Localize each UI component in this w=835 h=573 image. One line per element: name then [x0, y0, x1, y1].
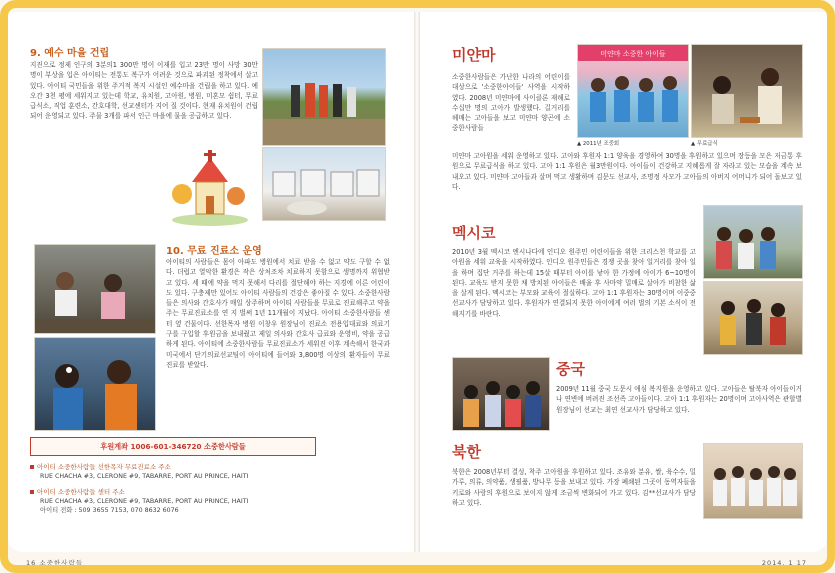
center-address-heading-text: 아이티 소중한사람들 센터 주소 — [37, 488, 125, 496]
section-10-heading: 10. 무료 진료소 운영 — [166, 246, 262, 257]
village-houses-photo — [262, 147, 386, 221]
checkup-photo — [34, 337, 156, 431]
myanmar-caption-1-text: 2011년 조중회 — [582, 141, 620, 147]
clinic-photo — [34, 244, 156, 334]
bullet-icon — [30, 490, 34, 494]
myanmar-banner-text: 미얀마 소중한 아이들 — [600, 50, 666, 58]
north-korea-body: 북한은 2008년부터 결성, 착주 고아원을 후원하고 있다. 조유와 분유, 쌀, 육수수, 밀가루, 의류, 의약품, 생필품, 방나무 등을 보내고 있다. 가장 폐쇄된 그곳이 동역자들을 키로와 사랑의 후원으로 보이지 않게 조금씩 변화되어 가고 있다. 김**선교사가 담당하고 있다. — [452, 468, 696, 507]
china-body: 2009년 11월 중국 도문시 애심 복지원을 운영하고 있다. 고아들은 탈북자 아이들이거나 연변에 버려진 조선족 고아들이다. 고아 1:1 후원자는 20명이며 고아사역은 관할별 원장님이 선교는 최연 선교사가 담당하고 있다. — [556, 385, 802, 414]
center-phone: 아이티 전화 : 509 3655 7153, 070 8632 6076 — [40, 507, 179, 514]
myanmar-children-photo — [577, 44, 689, 138]
donation-account: 후원계좌 1006-601-346720 소중한사람들 — [30, 437, 316, 456]
china-photo — [452, 357, 550, 431]
mexico-children-illustration — [704, 206, 802, 278]
myanmar-body-1: 소중한사람들은 가난한 나라의 어린이를 대상으로 '소중한아이들' 사역을 시작하였다. 2008년 미얀마에 사이클론 재해로 수십만 명의 고아가 발생했다. 길거리를 헤매는 고아들을 보고 미얀마 양곤에 소중한사람들 — [452, 73, 570, 133]
page-gutter — [414, 12, 420, 552]
myanmar-caption-1: ▲ 2011년 조중회 — [577, 141, 620, 147]
houses-illustration — [263, 148, 385, 220]
clinic-address: RUE CHACHA #3, CLERONE #9, TABARRE, PORT AU PRINCE, HAITI — [40, 473, 249, 480]
center-address-heading — [30, 487, 125, 496]
myanmar-body-2: 미얀마 고아원을 세워 운영하고 있다. 고아와 후원자 1:1 양육을 경영하여 30명을 후원하고 있으며 장등을 모은 저금통 후원으로 무료급식을 하고 있다. 고아 1:1 후원은 월3만원이다. 아이들이 건강하고 지혜롭게 잘 자라고 있는 모습을 계속 보내오고 있다. 미얀마 고아들과 살며 먹고 생활하며 김문도 선교사, 조명정 사모가 고아들의 아버지 어머니가 되어 돌보고 있다. — [452, 152, 802, 191]
checkup-illustration — [35, 338, 155, 430]
north-korea-children-illustration — [704, 444, 802, 518]
clinic-address-heading-text: 아이티 소중한사람들 선한목자 무료진료소 주소 — [37, 463, 171, 471]
center-address: RUE CHACHA #3, CLERONE #9, TABARRE, PORT AU PRINCE, HAITI — [40, 498, 249, 505]
china-children-illustration — [453, 358, 549, 430]
mexico-group-illustration — [704, 282, 802, 354]
myanmar-caption-2-text: 무료급식 — [696, 141, 718, 147]
clinic-illustration — [35, 245, 155, 333]
children-illustration — [578, 45, 688, 137]
left-footer: 16 소중한사람들 — [26, 559, 84, 567]
china-title: 중국 — [556, 360, 585, 378]
clinic-address-heading — [30, 462, 171, 471]
north-korea-title: 북한 — [452, 443, 481, 461]
north-korea-photo — [703, 443, 803, 519]
people-illustration — [263, 49, 385, 145]
myanmar-meal-photo — [691, 44, 803, 138]
mexico-photo-1 — [703, 205, 803, 279]
mexico-title: 멕시코 — [452, 224, 496, 242]
myanmar-caption-2: ▲ 무료급식 — [691, 141, 718, 147]
myanmar-title: 미얀마 — [452, 46, 496, 64]
section-9-body: 지진으로 정제 인구의 3분의1 300만 명이 이재를 입고 23만 명이 사망 30만 명이 부상을 입은 아이티는 전통도 복구가 어려운 것으로 파괴된 정착에서 살고 있다. 아이티 국민들을 위한 주거적 복지 시설인 예수마을 건립을 하고 있다. 예오간 3천 평에 세워지고 있는데 학교, 유치원, 고아원, 병원, 미혼모 쉼터, 무료급식소, 직업 훈련소, 간호대학, 선교센터가 지어 질 것이다. 현재 유치원이 건립되어 운영되고 있다. 주물 3개를 파서 인근 마을에 물을 공급하고 있다. — [30, 61, 258, 121]
right-footer: 2014. 1 17 — [761, 559, 807, 567]
bullet-icon — [30, 465, 34, 469]
church-village-illustration — [170, 150, 250, 228]
mexico-body: 2010년 3월 멕시코 엔시나다에 인디오 원주민 어린이들을 위한 크리스천 학교를 고아원을 세워 교육을 시작하였다. 인디오 원주민들은 경쟁 곳을 찾아 일거리를 찾아 일을 하며 집단 거주를 하는데 15살 때부터 아이를 낳아 한 가정에 아이가 6~10명이 된다. 교육도 받지 못한 채 방치된 아이들은 배울 후 사마약 밀매로 살아가 비참한 삶을 살게 된다. 멕시코는 부모와 교육이 절실하다. 고아 1:1 후원자는 30명이며 이중중 선교사가 담당하고 있다. 후원자가 연결되지 못한 아이에게 여러 벌의 기본 소식이 전해지기를 바란다. — [452, 248, 696, 318]
section-10-body: 아이티의 사람들은 몸이 아파도 병원에서 치료 받을 수 없고 약도 구할 수 없다. 더럽고 열악한 환경은 작은 상처조차 치료하지 못함으로 생명까지 위협받고 있다. 세 때에 약을 먹지 못해서 다리를 절단해야 하는 지경에 이른 어린이도 있다. 구충제만 있어도 아이티 사람들의 건강은 좋아질 수 있다. 소중한사람들은 의사와 간호사가 매일 상주하며 아이티 사람들을 무료로 진료해주고 약을 주는 무료진료소를 연 지 벌써 1년 11개월이 지났다. 아이티 소중한사람들 센터 옆 건물이다. 선한목자 병원 이창우 원장님이 진료소 전용입대료와 의료기구를 구입할 후원금을 보내줬고 제일 의사와 간호사 급료와 운영비, 약을 공급하게 된다. 아이티에 소중한사람들 무료진료소가 세워진 이후 계속해서 한국과 미국에서 단기의료선교팀이 아이티에 들어와 3,800명 이상의 환자들이 무료진료를 받았다. — [166, 258, 390, 369]
meal-illustration — [692, 45, 802, 137]
village-group-photo — [262, 48, 386, 146]
mexico-photo-2 — [703, 281, 803, 355]
section-9-heading: 9. 예수 마을 건립 — [30, 48, 110, 59]
